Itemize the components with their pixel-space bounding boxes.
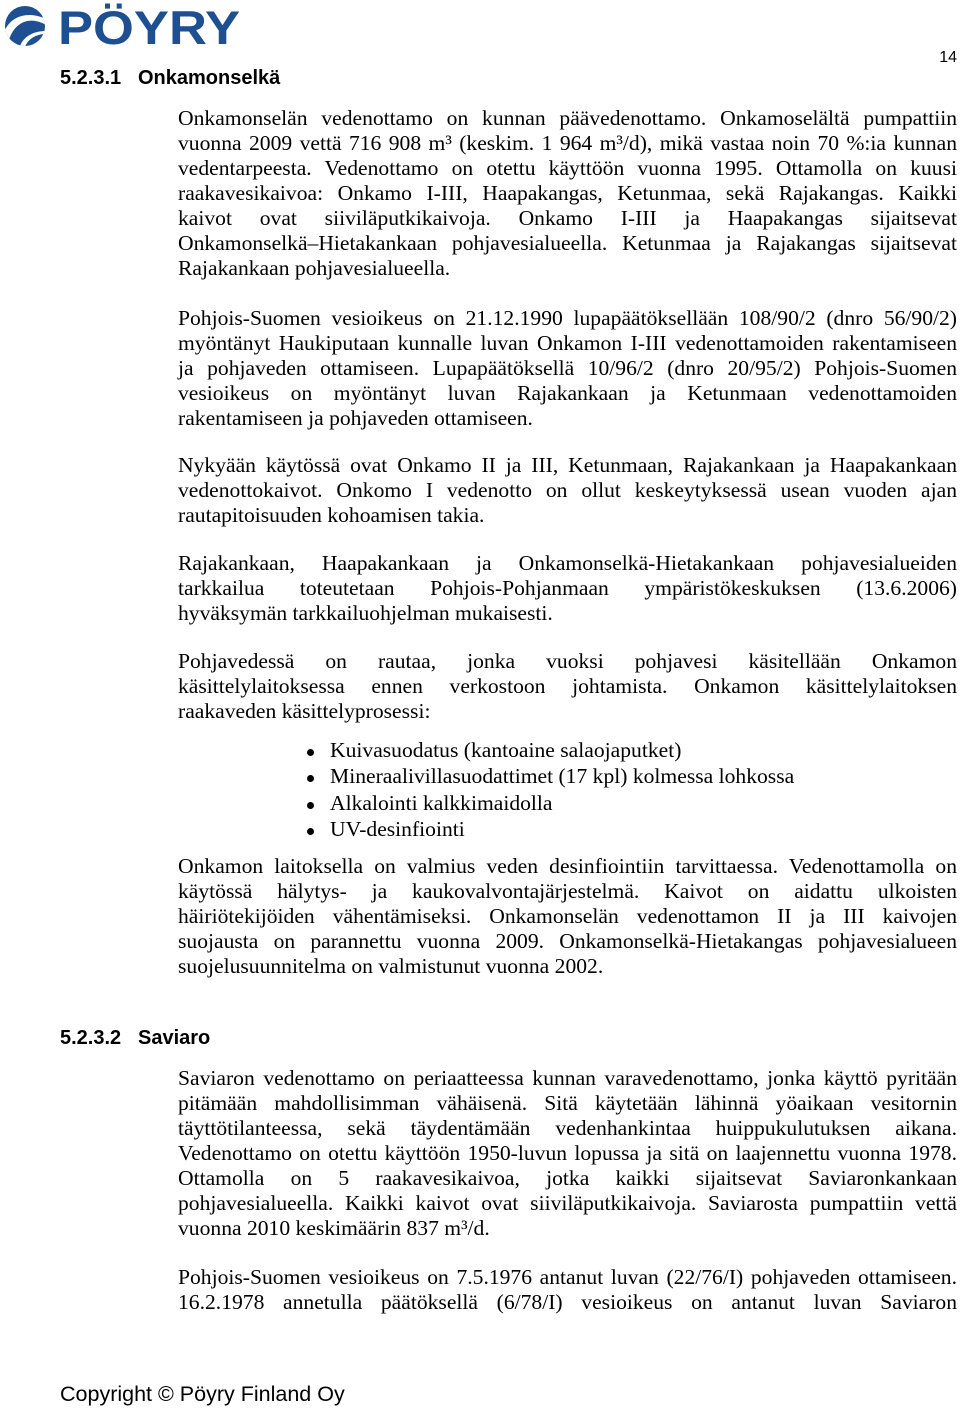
text-line: suojelusuunnitelma on valmistunut vuonna 2002. [178, 953, 604, 978]
paragraph-saviaro-overview [178, 1066, 957, 1242]
text-line: Pohjavedessä on rautaa, jonka vuoksi pohjavesi käsitellään Onkamon [178, 648, 957, 673]
section-heading-onkamonselka [60, 65, 480, 91]
text-line: Nykyään käytössä ovat Onkamo II ja III, Ketunmaan, Rajakankaan ja Haapakankaan [178, 452, 957, 477]
poyry-logo [0, 0, 244, 50]
text-line: tarkkailua toteutetaan Pohjois-Pohjanmaan ympäristökeskuksen (13.6.2006) [178, 575, 957, 600]
paragraph-protection-measures [178, 854, 957, 979]
text-line: pitämään mahdollisimman vähäisenä. Sitä käytetään lähinnä yöaikaan vesitornin [178, 1090, 957, 1115]
section-title: Saviaro [138, 1027, 211, 1049]
text-line: käsittelylaitoksessa ennen verkostoon johtamista. Onkamon käsittelylaitoksen [178, 673, 957, 698]
section-title: Onkamonselkä [138, 67, 281, 89]
list-item [178, 790, 957, 817]
paragraph-wells-in-use [178, 453, 957, 528]
footer-copyright: Copyright © Pöyry Finland Oy [60, 1382, 345, 1406]
text-line: käytössä hälytys- ja kaukovalvontajärjestelmä. Kaivot on aidattu ulkoisten [178, 878, 957, 903]
text-line: rautapitoisuuden kohoamisen takia. [178, 502, 485, 527]
bullet-icon [307, 775, 314, 782]
text-line: vuonna 2009 vettä 716 908 m³ (keskim. 1 964 m³/d), mikä vastaa noin 70 %:ia kunnan [178, 130, 957, 155]
text-line: Onkamon laitoksella on valmius veden desinfiointiin tarvittaessa. Vedenottamolla on [178, 853, 957, 878]
list-item [178, 737, 957, 764]
text-line: Pohjois-Suomen vesioikeus on 21.12.1990 lupapäätöksellään 108/90/2 (dnro 56/90/2) [178, 305, 957, 330]
page-number: 14 [939, 49, 957, 66]
list-item [178, 816, 957, 843]
bullet-icon [307, 749, 314, 756]
section-number: 5.2.3.2 [60, 1027, 122, 1049]
text-line: Vedenottamo on otettu käyttöön 1950-luvun lopussa ja sitä on laajennettu vuonna 1978. [178, 1140, 957, 1165]
logo-wordmark: PÖYRY [58, 1, 240, 50]
text-line: kaivot ovat siiviläputkikaivoja. Onkamo I-III ja Haapakangas sijaitsevat [178, 205, 957, 230]
text-line: 16.2.1978 annetulla päätöksellä (6/78/I) vesioikeus on antanut luvan Saviaron [178, 1289, 957, 1314]
treatment-steps-list [178, 737, 957, 843]
list-item-text: UV-desinfiointi [330, 817, 465, 842]
bullet-icon [307, 802, 314, 809]
text-line: pohjavesialueella. Kaikki kaivot ovat siiviläputkikaivoja. Saviarosta pumpattiin vettä [178, 1190, 957, 1215]
list-item-text: Kuivasuodatus (kantoaine salaojaputket) [330, 737, 682, 762]
section-number: 5.2.3.1 [60, 67, 122, 89]
text-line: myöntänyt Haukiputaan kunnalle luvan Onkamon I-III vedenottamoiden rakentamiseen [178, 330, 957, 355]
paragraph-intake-overview [178, 106, 957, 282]
text-line: raakaveden käsittelyprosessi: [178, 698, 431, 723]
text-line: Rajakankaan, Haapakankaan ja Onkamonselkä-Hietakankaan pohjavesialueiden [178, 550, 957, 575]
paragraph-saviaro-permits [178, 1265, 957, 1315]
text-line: vuonna 2010 keskimäärin 837 m³/d. [178, 1216, 490, 1241]
text-line: Onkamonselkä–Hietakankaan pohjavesialueella. Ketunmaa ja Rajakangas sijaitsevat [178, 230, 957, 255]
list-item [178, 763, 957, 790]
section-heading-saviaro [60, 1025, 480, 1051]
list-item-text: Mineraalivillasuodattimet (17 kpl) kolmessa lohkossa [330, 764, 795, 789]
text-line: vedentarpeesta. Vedenottamo on otettu käyttöön vuonna 1995. Ottamolla on kuusi [178, 155, 957, 180]
text-line: Saviaron vedenottamo on periaatteessa kunnan varavedenottamo, jonka käyttö pyritään [178, 1065, 957, 1090]
bullet-icon [307, 828, 314, 835]
paragraph-treatment-intro [178, 649, 957, 724]
paragraph-monitoring [178, 551, 957, 626]
paragraph-water-court-permits [178, 306, 957, 431]
text-line: Pohjois-Suomen vesioikeus on 7.5.1976 antanut luvan (22/76/I) pohjaveden ottamiseen. [178, 1264, 957, 1289]
text-line: vedenottokaivot. Onkomo I vedenotto on ollut keskeytyksessä usean vuoden ajan [178, 477, 957, 502]
text-line: täyttötilanteessa, sekä täydentämään vedenhankintaa huippukulutuksen aikana. [178, 1115, 957, 1140]
text-line: rakentamiseen ja pohjaveden ottamiseen. [178, 405, 533, 430]
poyry-swirl-icon [4, 6, 46, 47]
text-line: Onkamonselän vedenottamo on kunnan päävedenottamo. Onkamoselältä pumpattiin [178, 105, 957, 130]
text-line: suojausta on parannettu vuonna 2009. Onkamonselkä-Hietakangas pohjavesialueen [178, 928, 957, 953]
text-line: vesioikeus on myöntänyt luvan Rajakankaan ja Ketunmaan vedenottamoiden [178, 380, 957, 405]
text-line: häiriötekijöiden vähentämiseksi. Onkamonselän vedenottamon II ja III kaivojen [178, 903, 957, 928]
text-line: Rajakankaan pohjavesialueella. [178, 256, 451, 281]
text-line: ja pohjaveden ottamiseen. Lupapäätöksellä 10/96/2 (dnro 20/95/2) Pohjois-Suomen [178, 355, 957, 380]
list-item-text: Alkalointi kalkkimaidolla [330, 790, 553, 815]
text-line: hyväksymän tarkkailuohjelman mukaisesti. [178, 600, 553, 625]
text-line: raakavesikaivoa: Onkamo I-III, Haapakangas, Ketunmaa, sekä Rajakangas. Kaikki [178, 180, 957, 205]
text-line: Ottamolla on 5 raakavesikaivoa, jotka kaikki sijaitsevat Saviaronkankaan [178, 1165, 957, 1190]
